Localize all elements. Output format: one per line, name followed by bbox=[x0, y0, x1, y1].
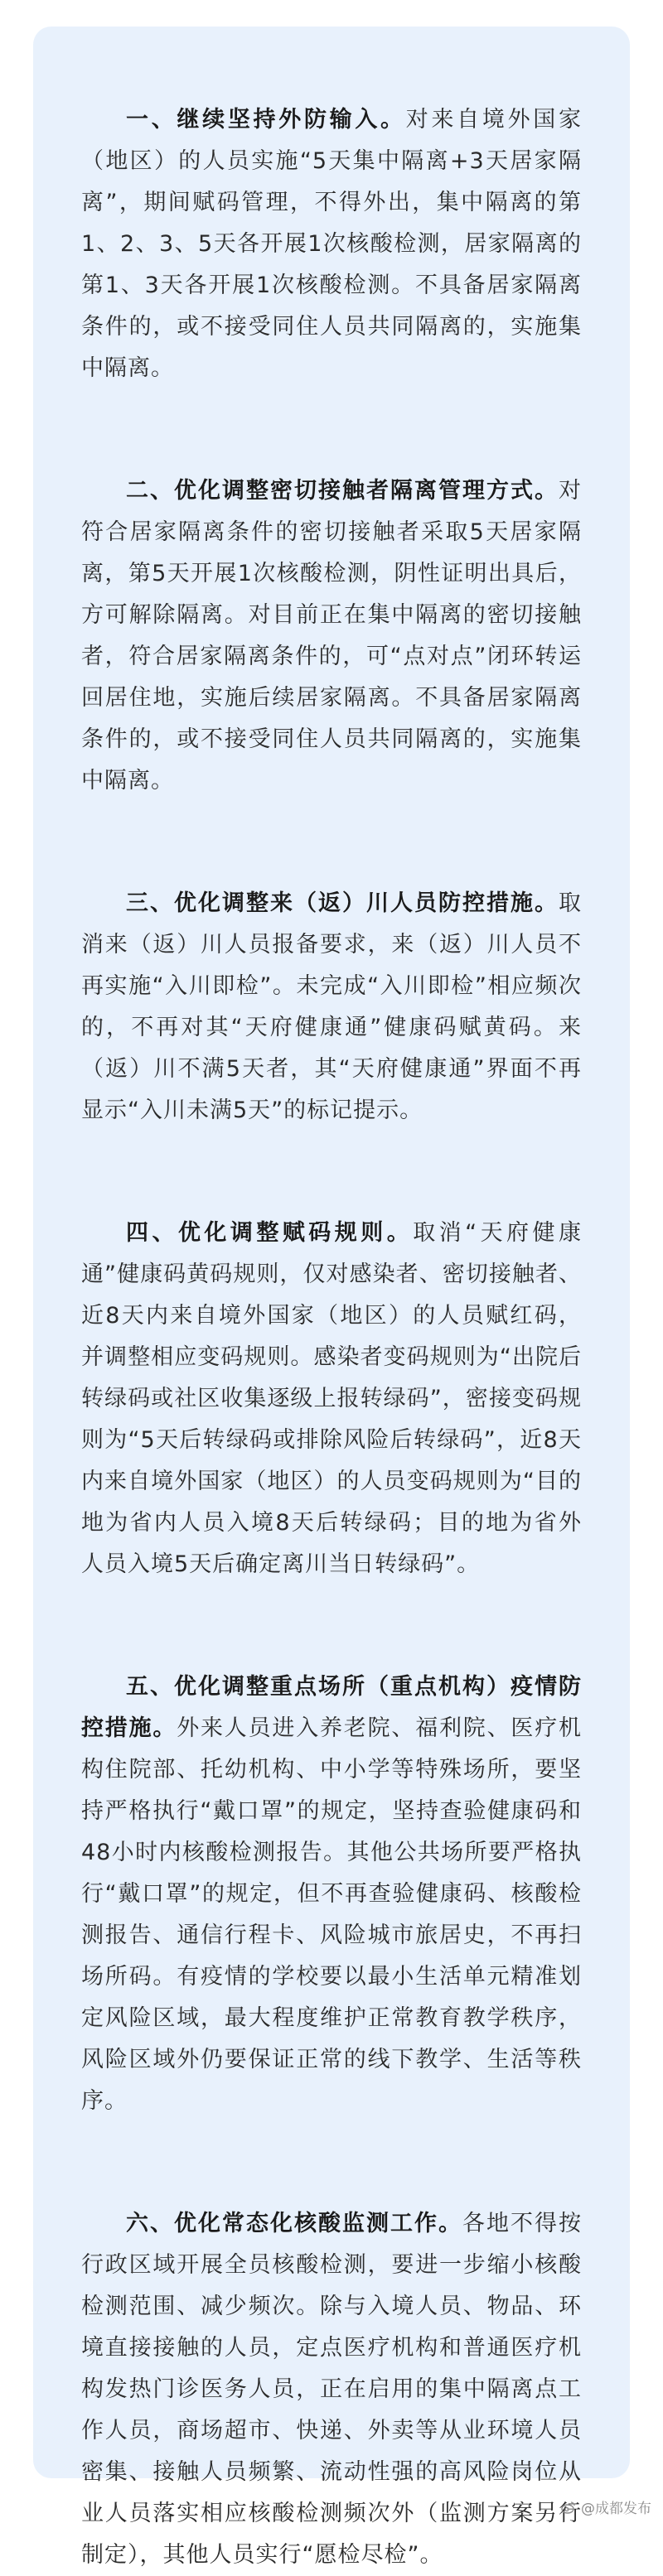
watermark bbox=[561, 2496, 651, 2517]
section-1 bbox=[81, 99, 582, 389]
section-4-body: 取消“天府健康通”健康码黄码规则，仅对感染者、密切接触者、近8天内来自境外国家（地区）的人员赋红码，并调整相应变码规则。感染者变码规则为“出院后转绿码或社区收集逐级上报转绿码”，密接变码规则为“5天后转绿码或排除风险后转绿码”，近8天内来自境外国家（地区）的人员变码规则为“目的地为省内人员入境8天后转绿码；目的地为省外人员入境5天后确定离川当日转绿码”。 bbox=[81, 1220, 582, 1577]
section-3-heading: 三、优化调整来（返）川人员防控措施。 bbox=[126, 890, 559, 916]
section-5-heading: 五、优化调整重点场所（重点机构）疫情防控措施。 bbox=[81, 1674, 582, 1741]
weibo-icon bbox=[561, 2500, 576, 2515]
section-5-body: 外来人员进入养老院、福利院、医疗机构住院部、托幼机构、中小学等特殊场所，要坚持严格执行“戴口罩”的规定，坚持查验健康码和48小时内核酸检测报告。其他公共场所要严格执行“戴口罩”的规定，但不再查验健康码、核酸检测报告、通信行程卡、风险城市旅居史，不再扫场所码。有疫情的学校要以最小生活单元精准划定风险区域，最大程度维护正常教育教学秩序，风险区域外仍要保证正常的线下教学、生活等秩序。 bbox=[81, 1715, 583, 2114]
section-2 bbox=[81, 470, 582, 802]
section-5 bbox=[81, 1667, 582, 2122]
section-4 bbox=[81, 1213, 582, 1585]
section-6-body: 各地不得按行政区域开展全员核酸检测，要进一步缩小核酸检测范围、减少频次。除与入境人员、物品、环境直接接触的人员，定点医疗机构和普通医疗机构发热门诊医务人员，正在启用的集中隔离点工作人员，商场超市、快递、外卖等从业环境人员密集、接触人员频繁、流动性强的高风险岗位从业人员落实相应核酸检测频次外（监测方案另行制定），其他人员实行“愿检尽检”。 bbox=[81, 2211, 582, 2568]
section-1-body: 对来自境外国家（地区）的人员实施“5天集中隔离+3天居家隔离”，期间赋码管理，不得外出，集中隔离的第1、2、3、5天各开展1次核酸检测，居家隔离的第1、3天各开展1次核酸检测。不具备居家隔离条件的，或不接受同住人员共同隔离的，实施集中隔离。 bbox=[81, 107, 583, 381]
section-6 bbox=[81, 2203, 582, 2576]
section-3-body: 取消来（返）川人员报备要求，来（返）川人员不再实施“入川即检”。未完成“入川即检”相应频次的，不再对其“天府健康通”健康码赋黄码。来（返）川不满5天者，其“天府健康通”界面不再显示“入川未满5天”的标记提示。 bbox=[81, 890, 582, 1123]
section-4-heading: 四、优化调整赋码规则。 bbox=[126, 1220, 414, 1246]
section-2-heading: 二、优化调整密切接触者隔离管理方式。 bbox=[126, 478, 559, 504]
section-1-heading: 一、继续坚持外防输入。 bbox=[126, 107, 406, 133]
watermark-text: @成都发布 bbox=[581, 2501, 651, 2517]
section-6-heading: 六、优化常态化核酸监测工作。 bbox=[126, 2211, 462, 2236]
section-2-body: 对符合居家隔离条件的密切接触者采取5天居家隔离，第5天开展1次核酸检测，阴性证明出具后，方可解除隔离。对目前正在集中隔离的密切接触者，符合居家隔离条件的，可“点对点”闭环转运回居住地，实施后续居家隔离。不具备居家隔离条件的，或不接受同住人员共同隔离的，实施集中隔离。 bbox=[81, 478, 582, 794]
section-3 bbox=[81, 883, 582, 1131]
